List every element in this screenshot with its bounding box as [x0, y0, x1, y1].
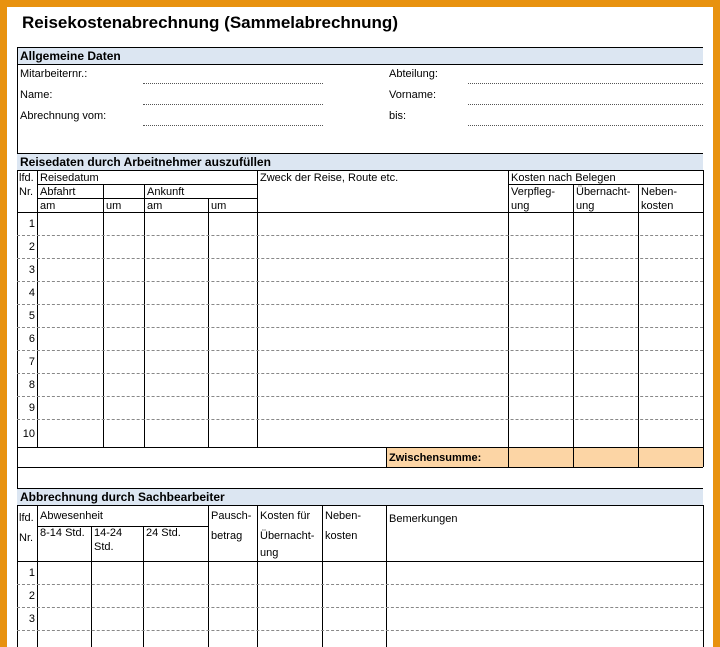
field-abrechnung-vom[interactable] [143, 125, 323, 126]
grid-line [386, 447, 387, 467]
abr-row-number: 3 [28, 613, 35, 625]
row-separator [17, 304, 703, 305]
col-abfahrt-am: am [40, 200, 56, 212]
grid-line [703, 505, 704, 647]
grid-line [17, 467, 703, 468]
zwischensumme-label: Zwischensumme: [389, 452, 482, 464]
field-bis[interactable] [468, 125, 703, 126]
row-number: 3 [28, 264, 35, 276]
col-ankunft-am: am [147, 200, 163, 212]
row-number: 9 [28, 402, 35, 414]
grid-line [91, 526, 92, 647]
row-separator [17, 281, 703, 282]
row-number: 10 [22, 428, 35, 440]
col-nr: Nr. [19, 186, 34, 198]
grid-line [257, 505, 258, 647]
label-mitarbeiternr: Mitarbeiternr.: [20, 68, 88, 80]
col-uebernachtung-2: ung [576, 200, 595, 212]
row-separator [17, 258, 703, 259]
sheet-left-border [17, 47, 18, 647]
row-separator [17, 396, 703, 397]
col-abfahrt: Abfahrt [40, 186, 76, 198]
col-reisedatum: Reisedatum [40, 172, 99, 184]
label-name: Name: [20, 89, 53, 101]
grid-line [508, 447, 509, 467]
row-separator [17, 327, 703, 328]
row-separator [17, 350, 703, 351]
col-verpflegung: Verpfleg- [511, 186, 556, 198]
abr-row-number: 2 [28, 590, 35, 602]
abr-col-14-24: 14-24 [94, 527, 123, 539]
abr-col-8-14: 8-14 Std. [40, 527, 85, 539]
label-abteilung: Abteilung: [389, 68, 438, 80]
grid-line [17, 561, 703, 562]
abr-col-14-24-2: Std. [94, 541, 114, 553]
col-lfd: lfd. [19, 172, 34, 184]
col-abfahrt-um: um [106, 200, 122, 212]
row-separator [17, 373, 703, 374]
grid-line [638, 184, 639, 467]
abr-col-abwesenheit: Abwesenheit [40, 510, 103, 522]
row-number: 6 [28, 333, 35, 345]
grid-line [143, 526, 144, 647]
section-header-allgemeine-daten: Allgemeine Daten [17, 47, 703, 65]
grid-line [386, 505, 387, 647]
grid-line [573, 447, 574, 467]
grid-line [573, 184, 574, 467]
grid-line [103, 184, 104, 447]
abr-col-lfd: lfd. [19, 512, 34, 524]
grid-line [508, 170, 509, 467]
col-nebenkosten-2: kosten [641, 200, 674, 212]
row-separator [17, 419, 703, 420]
abr-col-pauschbetrag: Pausch- [211, 510, 252, 522]
grid-line [208, 505, 209, 647]
grid-line [703, 170, 704, 467]
row-number: 4 [28, 287, 35, 299]
form-sheet [7, 7, 713, 647]
section-header-reisedaten: Reisedaten durch Arbeitnehmer auszufüllen [17, 153, 703, 171]
section-header-abrechnung: Abbrechnung durch Sachbearbeiter [17, 488, 703, 506]
grid-line [144, 184, 145, 447]
abr-col-nebenkosten: Neben- [325, 510, 362, 522]
col-nebenkosten: Neben- [641, 186, 678, 198]
col-uebernachtung: Übernacht- [576, 186, 631, 198]
grid-line [638, 447, 639, 467]
row-separator [17, 584, 703, 585]
label-bis: bis: [389, 110, 407, 122]
col-ankunft: Ankunft [147, 186, 185, 198]
row-number: 2 [28, 241, 35, 253]
abr-row-number: 1 [28, 567, 35, 579]
abr-col-kosten-2: Übernacht- [260, 530, 315, 542]
abr-col-24: 24 Std. [146, 527, 181, 539]
col-zweck: Zweck der Reise, Route etc. [260, 172, 399, 184]
col-ankunft-um: um [211, 200, 227, 212]
col-kosten-nach-belegen: Kosten nach Belegen [511, 172, 616, 184]
row-number: 7 [28, 356, 35, 368]
field-mitarbeiternr[interactable] [143, 83, 323, 84]
abr-col-nr: Nr. [19, 532, 34, 544]
abr-col-kosten-3: ung [260, 547, 279, 559]
label-abrechnung-vom: Abrechnung vom: [20, 110, 107, 122]
field-vorname[interactable] [468, 104, 703, 105]
row-number: 8 [28, 379, 35, 391]
row-separator [17, 607, 703, 608]
abr-col-nebenkosten-2: kosten [325, 530, 358, 542]
row-separator [17, 235, 703, 236]
col-verpflegung-2: ung [511, 200, 530, 212]
abr-col-bemerkungen: Bemerkungen [389, 513, 458, 525]
abr-col-pauschbetrag-2: betrag [211, 530, 243, 542]
row-separator [17, 630, 703, 631]
grid-line [322, 505, 323, 647]
abr-col-kosten: Kosten für [260, 510, 311, 522]
row-number: 5 [28, 310, 35, 322]
field-abteilung[interactable] [468, 83, 703, 84]
label-vorname: Vorname: [389, 89, 437, 101]
field-name[interactable] [143, 104, 323, 105]
row-number: 1 [28, 218, 35, 230]
page-title: Reisekostenabrechnung (Sammelabrechnung) [22, 13, 398, 32]
